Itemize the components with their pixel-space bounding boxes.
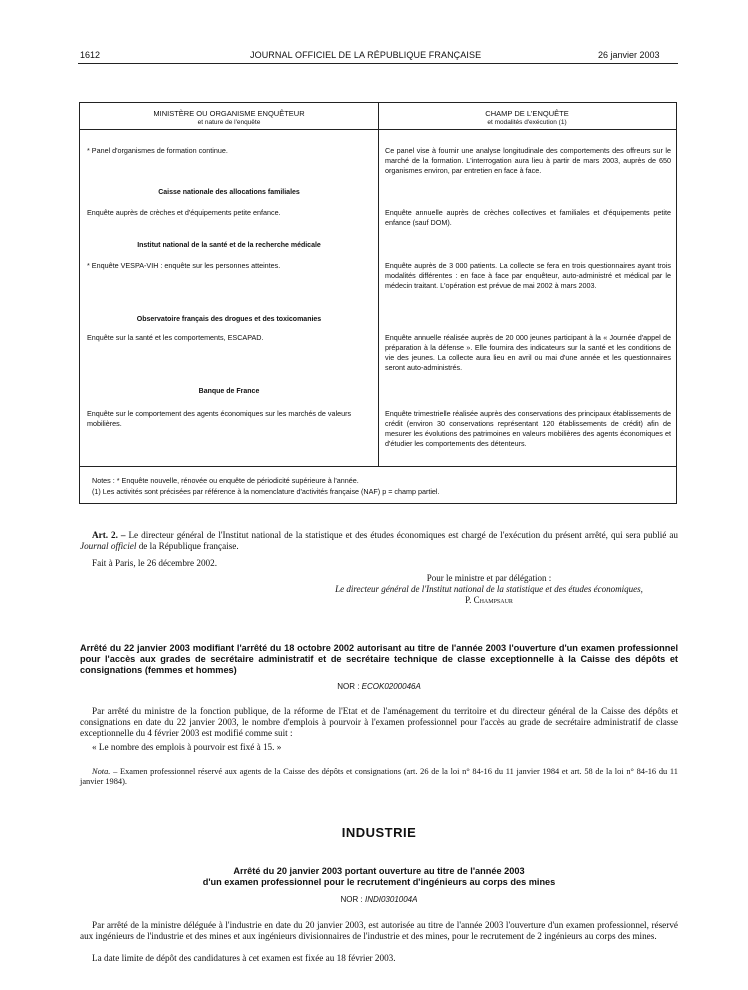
column-header-organisme-subtitle: et nature de l'enquête — [197, 119, 261, 126]
arrete-2-title — [80, 866, 678, 888]
column-header-champ — [378, 109, 676, 127]
table-notes-divider — [80, 466, 676, 467]
arrete-2-title-line-1: Arrêté du 20 janvier 2003 portant ouverture au titre de l'année 2003 — [233, 866, 525, 876]
organisme-heading: Institut national de la santé et de la recherche médicale — [137, 242, 321, 249]
arrete-1-nota-label: Nota. – — [92, 767, 118, 776]
table-notes — [92, 475, 440, 497]
table-cell-left: Enquête sur la santé et les comportements, ESCAPAD. — [87, 333, 264, 342]
arrete-1-nor-label: NOR : — [337, 682, 360, 691]
arrete-1-title: Arrêté du 22 janvier 2003 modifiant l'arrêté du 18 octobre 2002 autorisant au titre de l'année 2003 l'ouverture d'un examen professionnel pour l'accès aux grades de secrétaire administratif et de secrétaire technique de classe exceptionnelle à la Caisse des dépôts et consignations (femmes et hommes) — [80, 643, 678, 675]
column-header-organisme-title: MINISTÈRE OU ORGANISME ENQUÊTEUR — [153, 109, 305, 118]
column-header-organisme — [80, 109, 378, 127]
table-cell-left: Enquête auprès de crèches et d'équipements petite enfance. — [87, 208, 281, 217]
table-note-1: Notes : * Enquête nouvelle, rénovée ou enquête de périodicité supérieure à l'année. — [92, 476, 359, 485]
table-cell-left: Enquête sur le comportement des agents économiques sur les marchés de valeurs mobilières. — [87, 409, 352, 428]
table-cell-right: Enquête auprès de 3 000 patients. La collecte se fera en trois questionnaires ayant trois modalités différentes : en face à face par enquêteur, auto-administré et médical par le médecin traitant. L'opération est prévue de mai 2002 à mars 2003. — [385, 261, 671, 290]
survey-table — [79, 102, 677, 504]
arrete-2-title-line-2: d'un examen professionnel pour le recrutement d'ingénieurs au corps des mines — [202, 877, 556, 887]
arrete-1-nota — [80, 767, 678, 787]
table-cell-right: Ce panel vise à fournir une analyse longitudinale des comportements des offreurs sur le marché de la formation. L'interrogation aura lieu à partir de mars 2003, auprès de 650 organismes environ, par entretien en face à face. — [385, 146, 671, 175]
column-header-champ-title: CHAMP DE L'ENQUÊTE — [485, 109, 569, 118]
table-cell-left: * Enquête VESPA-VIH : enquête sur les personnes atteintes. — [87, 261, 281, 270]
article-2-label: Art. 2. – — [92, 530, 126, 540]
table-cell-left: * Panel d'organismes de formation continue. — [87, 146, 228, 155]
signature-block — [300, 573, 678, 606]
arrete-1-nor-code: ECOK0200046A — [361, 682, 421, 691]
table-cell-right: Enquête annuelle auprès de crèches collectives et familiales et d'équipements petite enfance (sauf DOM). — [385, 208, 671, 227]
organisme-heading: Observatoire français des drogues et des toxicomanies — [136, 316, 322, 323]
organisme-heading: Caisse nationale des allocations familiales — [158, 189, 300, 196]
article-2-journal: Journal officiel — [80, 541, 137, 551]
organisme-heading: Banque de France — [198, 388, 260, 395]
table-note-2: (1) Les activités sont précisées par référence à la nomenclature d'activités française (NAF) p = champ partiel. — [92, 487, 440, 496]
table-header-divider — [80, 129, 676, 130]
arrete-2-nor-label: NOR : — [340, 895, 363, 904]
table-cell-right: Enquête annuelle réalisée auprès de 20 000 jeunes participant à la « Journée d'appel de préparation à la défense ». Elle fournira des indicateurs sur la santé et les conditions de vie des jeunes. La collecte aura lieu en avril ou mai d'une année et les questionnaires seront auto-administrés. — [385, 333, 671, 372]
signature-line-2: Le directeur général de l'Institut national de la statistique et des études économiques, — [335, 584, 643, 594]
article-2-text-after: de la République française. — [136, 541, 239, 551]
article-2 — [80, 530, 678, 552]
table-cell-right: Enquête trimestrielle réalisée auprès des conservations des principaux établissements de crédit (environ 30 conservations représentant 120 établissements de crédit) afin de mesurer les évolutions des patrimoines en valeurs mobilières des agents économiques et d'étudier les comportements des détenteurs. — [385, 409, 671, 448]
article-2-text-before: Le directeur général de l'Institut national de la statistique et des études économiques est chargé de l'exécution du présent arrêté, qui sera publié au — [125, 530, 678, 540]
arrete-2-nor — [80, 895, 678, 904]
issue-date: 26 janvier 2003 — [598, 50, 660, 60]
signature-line-1: Pour le ministre et par délégation : — [426, 573, 552, 583]
journal-title: JOURNAL OFFICIEL DE LA RÉPUBLIQUE FRANÇAISE — [250, 50, 482, 60]
signature-name: P. Champsaur — [465, 595, 513, 605]
arrete-1-paragraph-2: « Le nombre des emplois à pourvoir est fixé à 15. » — [92, 742, 282, 752]
header-rule — [78, 63, 678, 64]
column-header-champ-subtitle: et modalités d'exécution (1) — [487, 119, 567, 126]
arrete-1-nor — [80, 682, 678, 691]
arrete-1-nota-text: Examen professionnel réservé aux agents de la Caisse des dépôts et consignations (art. 26 de la loi n° 84-16 du 11 janvier 1984 et art. 58 de la loi n° 84-16 du 11 janvier 1984). — [80, 767, 678, 786]
arrete-2-paragraph-2: La date limite de dépôt des candidatures à cet examen est fixée au 18 février 2003. — [92, 953, 396, 963]
arrete-2-paragraph-1: Par arrêté de la ministre déléguée à l'industrie en date du 20 janvier 2003, est autorisée au titre de l'année 2003 l'ouverture d'un examen professionnel, réservé aux ingénieurs de l'industrie et des mines et aux ingénieurs divisionnaires de l'industrie et des mines, pour le recrutement de 2 ingénieurs au corps des mines. — [80, 920, 678, 941]
arrete-1-paragraph-1: Par arrêté du ministre de la fonction publique, de la réforme de l'Etat et de l'aménagement du territoire et du directeur général de la Caisse des dépôts et consignations en date du 22 janvier 2003, le nombre d'emplois à pourvoir à l'examen professionnel pour l'accès au grade de secrétaire administratif de classe exceptionnelle du 4 février 2003 est modifié comme suit : — [80, 706, 678, 738]
table-column-divider — [378, 103, 379, 466]
arrete-2-nor-code: INDI0301004A — [364, 895, 418, 904]
fait-a-paris: Fait à Paris, le 26 décembre 2002. — [92, 558, 218, 568]
page-number: 1612 — [80, 50, 101, 60]
section-title: INDUSTRIE — [341, 825, 417, 840]
